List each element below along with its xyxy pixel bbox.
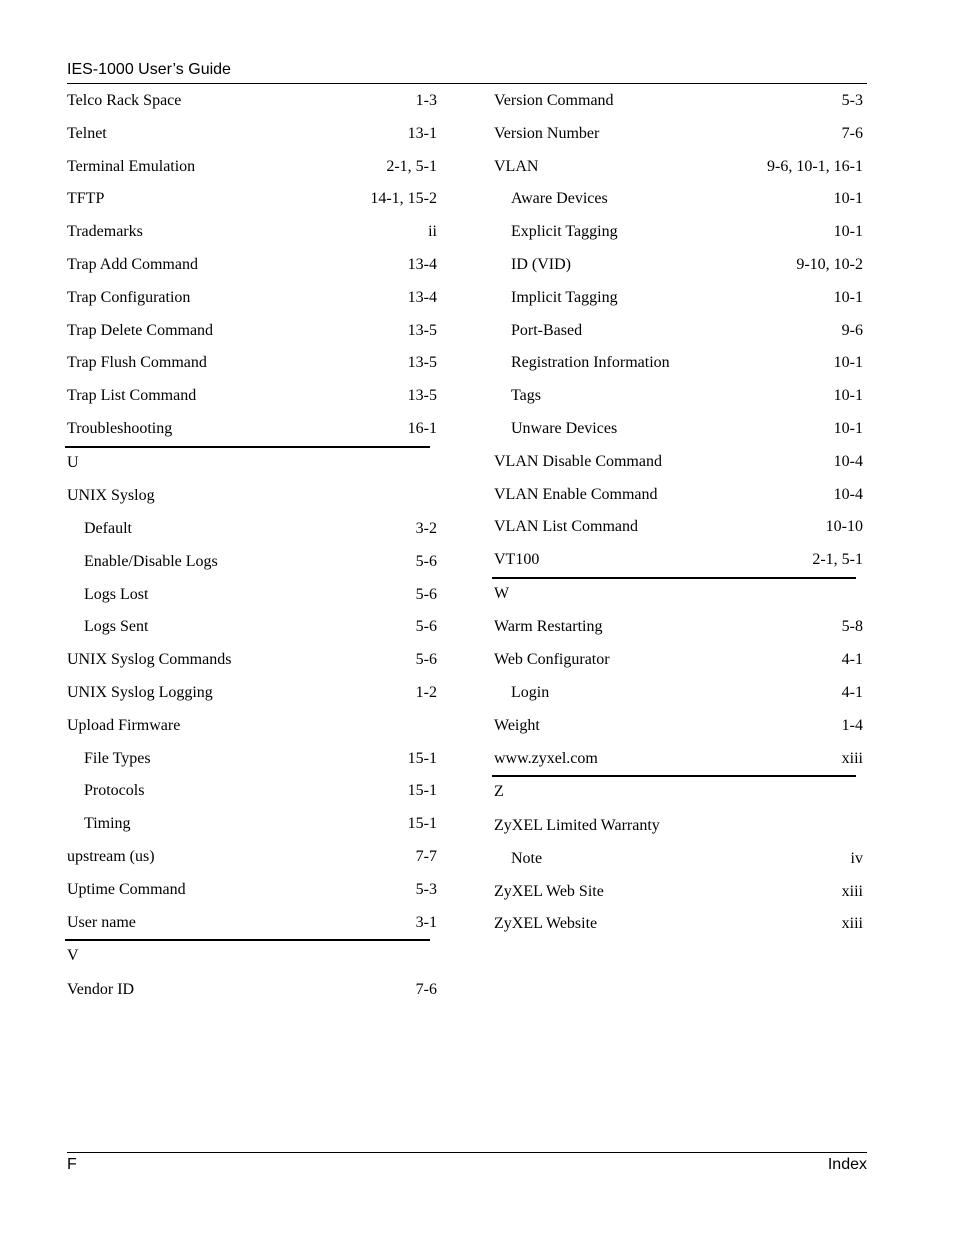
index-subentry [494, 413, 863, 446]
index-column-right [494, 85, 863, 941]
index-term: Timing [84, 815, 131, 833]
section-divider [492, 775, 856, 777]
index-entry [494, 544, 863, 577]
index-entry [494, 810, 863, 843]
index-entry [494, 644, 863, 677]
index-subentry [67, 579, 437, 612]
index-term: Trademarks [67, 223, 143, 241]
index-page-refs: 13-4 [407, 288, 437, 306]
index-page-refs: 7-6 [415, 980, 437, 998]
index-page-refs: 10-4 [833, 452, 863, 470]
index-subentry [494, 183, 863, 216]
index-letter-section [67, 446, 437, 481]
index-page-refs: 9-6 [841, 321, 863, 339]
index-letter-section [494, 577, 863, 612]
index-page-refs: 5-3 [841, 92, 863, 109]
index-page-refs: 1-2 [415, 684, 437, 702]
index-entry [67, 710, 437, 743]
index-term: Enable/Disable Logs [84, 552, 218, 570]
index-page-refs: 4-1 [841, 684, 863, 702]
index-subentry [67, 808, 437, 841]
index-subentry [494, 282, 863, 315]
index-term: Logs Lost [84, 585, 149, 603]
index-page-refs: 2-1, 5-1 [386, 157, 437, 175]
index-page-refs: 15-1 [407, 782, 437, 800]
index-page-refs: xiii [841, 749, 863, 767]
index-term: UNIX Syslog Logging [67, 684, 213, 702]
index-entry [494, 118, 863, 151]
index-subentry [494, 315, 863, 348]
index-entry [494, 446, 863, 479]
index-page-refs: 3-1 [415, 913, 437, 931]
index-term: Telco Rack Space [67, 92, 182, 109]
index-term: Default [84, 520, 132, 538]
index-page-refs: 9-6, 10-1, 16-1 [767, 157, 863, 175]
index-entry [67, 413, 437, 446]
index-term: Web Configurator [494, 651, 610, 669]
index-term: VLAN [494, 157, 539, 175]
index-term: Port-Based [511, 321, 583, 339]
index-entry [67, 85, 437, 118]
index-page-refs: xiii [841, 882, 863, 900]
index-page-refs: 5-6 [415, 651, 437, 669]
index-page-refs: 13-4 [407, 255, 437, 273]
index-term: Version Number [494, 124, 600, 142]
index-page-refs: 13-1 [407, 124, 437, 142]
index-subentry [494, 843, 863, 876]
index-entry [67, 480, 437, 513]
index-entry [494, 479, 863, 512]
index-page-refs: 10-1 [833, 190, 863, 208]
index-subentry [67, 513, 437, 546]
index-entry [67, 216, 437, 249]
index-page-refs: 5-6 [415, 552, 437, 570]
index-entry [67, 347, 437, 380]
running-footer [67, 1152, 867, 1178]
index-page-refs: xiii [841, 915, 863, 933]
index-page-refs: 4-1 [841, 651, 863, 669]
footer-page-label: F [67, 1156, 77, 1173]
index-page-refs: 10-1 [833, 354, 863, 372]
index-term: VT100 [494, 551, 540, 569]
index-entry [67, 151, 437, 184]
index-term: File Types [84, 749, 151, 767]
index-term: Trap Delete Command [67, 321, 214, 339]
index-entry [67, 907, 437, 940]
index-entry [67, 841, 437, 874]
index-page-refs: 1-3 [415, 92, 437, 109]
index-term: Trap Add Command [67, 255, 198, 273]
index-term: Aware Devices [511, 190, 608, 208]
index-page-refs: 7-7 [415, 848, 437, 866]
index-term: Login [511, 684, 550, 702]
index-entry [67, 282, 437, 315]
index-page-refs: 16-1 [407, 419, 437, 437]
index-page-refs: 13-5 [407, 321, 437, 339]
index-term: ID (VID) [511, 255, 571, 273]
index-page-refs: 5-3 [415, 880, 437, 898]
index-page-refs: 5-6 [415, 618, 437, 636]
index-page-refs: 14-1, 15-2 [370, 190, 437, 208]
index-subentry [67, 611, 437, 644]
index-term: Terminal Emulation [67, 157, 196, 175]
index-letter-section [67, 939, 437, 974]
index-page-refs: 5-6 [415, 585, 437, 603]
index-term: ZyXEL Limited Warranty [494, 816, 660, 834]
index-page-refs: 2-1, 5-1 [812, 551, 863, 569]
index-entry [494, 511, 863, 544]
index-page-refs: 13-5 [407, 354, 437, 372]
index-term: Trap Configuration [67, 288, 191, 306]
index-column-left [67, 85, 437, 1007]
index-term: UNIX Syslog Commands [67, 651, 232, 669]
index-entry [67, 249, 437, 282]
index-subentry [67, 743, 437, 776]
index-entry [494, 85, 863, 118]
index-term: ZyXEL Web Site [494, 882, 604, 900]
index-term: Note [511, 849, 543, 867]
index-term: www.zyxel.com [494, 749, 598, 767]
index-page-refs: iv [850, 849, 863, 867]
index-term: Implicit Tagging [511, 288, 618, 306]
index-letter-heading: U [67, 453, 79, 471]
index-term: Logs Sent [84, 618, 149, 636]
index-term: ZyXEL Website [494, 915, 598, 933]
index-letter-section [494, 775, 863, 810]
index-entry [67, 315, 437, 348]
index-page-refs: 10-10 [825, 518, 863, 536]
index-page-refs: 10-4 [833, 485, 863, 503]
index-term: TFTP [67, 190, 105, 208]
index-entry [494, 611, 863, 644]
index-subentry [494, 216, 863, 249]
index-entry [67, 380, 437, 413]
index-entry [67, 644, 437, 677]
section-divider [65, 939, 430, 941]
index-page-refs: 13-5 [407, 387, 437, 405]
index-subentry [494, 380, 863, 413]
index-term: Telnet [67, 124, 107, 142]
index-page-refs: 15-1 [407, 749, 437, 767]
index-entry [494, 876, 863, 909]
index-subentry [67, 546, 437, 579]
index-page-refs: 1-4 [841, 716, 863, 734]
footer-section-label: Index [827, 1156, 867, 1173]
index-entry [494, 908, 863, 941]
section-divider [492, 577, 856, 579]
index-letter-heading: Z [494, 783, 504, 801]
index-term: Version Command [494, 92, 614, 109]
index-term: Vendor ID [67, 980, 135, 998]
index-term: Unware Devices [511, 419, 618, 437]
index-entry [67, 874, 437, 907]
index-term: Trap Flush Command [67, 354, 207, 372]
index-term: Registration Information [511, 354, 670, 372]
index-page-refs: 7-6 [841, 124, 863, 142]
index-page-refs: 15-1 [407, 815, 437, 833]
index-page-refs: 3-2 [415, 520, 437, 538]
index-page-refs: 10-1 [833, 419, 863, 437]
index-term: VLAN List Command [494, 518, 638, 536]
index-term: Tags [511, 387, 541, 405]
index-page-refs: ii [428, 223, 437, 241]
index-term: Troubleshooting [67, 419, 173, 437]
running-header [67, 59, 867, 84]
index-entry [494, 151, 863, 184]
index-letter-heading: W [494, 584, 510, 602]
index-page-refs: 10-1 [833, 288, 863, 306]
index-subentry [494, 347, 863, 380]
index-entry [67, 677, 437, 710]
index-letter-heading: V [67, 947, 79, 965]
index-term: Weight [494, 716, 540, 734]
document-title: IES-1000 User’s Guide [67, 61, 231, 78]
index-page-refs: 5-8 [841, 618, 863, 636]
index-term: Upload Firmware [67, 716, 181, 734]
index-term: Trap List Command [67, 387, 197, 405]
index-term: upstream (us) [67, 848, 155, 866]
index-term: Protocols [84, 782, 145, 800]
index-entry [494, 743, 863, 776]
index-term: Warm Restarting [494, 618, 603, 636]
index-page-refs: 9-10, 10-2 [796, 255, 863, 273]
section-divider [65, 446, 430, 448]
index-term: VLAN Disable Command [494, 452, 662, 470]
index-subentry [494, 677, 863, 710]
index-term: UNIX Syslog [67, 487, 155, 505]
index-subentry [67, 775, 437, 808]
index-term: VLAN Enable Command [494, 485, 658, 503]
index-subentry [494, 249, 863, 282]
index-term: User name [67, 913, 136, 931]
index-page-refs: 10-1 [833, 223, 863, 241]
index-entry [67, 118, 437, 151]
index-page-refs: 10-1 [833, 387, 863, 405]
index-term: Explicit Tagging [511, 223, 618, 241]
index-entry [494, 710, 863, 743]
index-term: Uptime Command [67, 880, 186, 898]
index-entry [67, 974, 437, 1007]
index-entry [67, 183, 437, 216]
